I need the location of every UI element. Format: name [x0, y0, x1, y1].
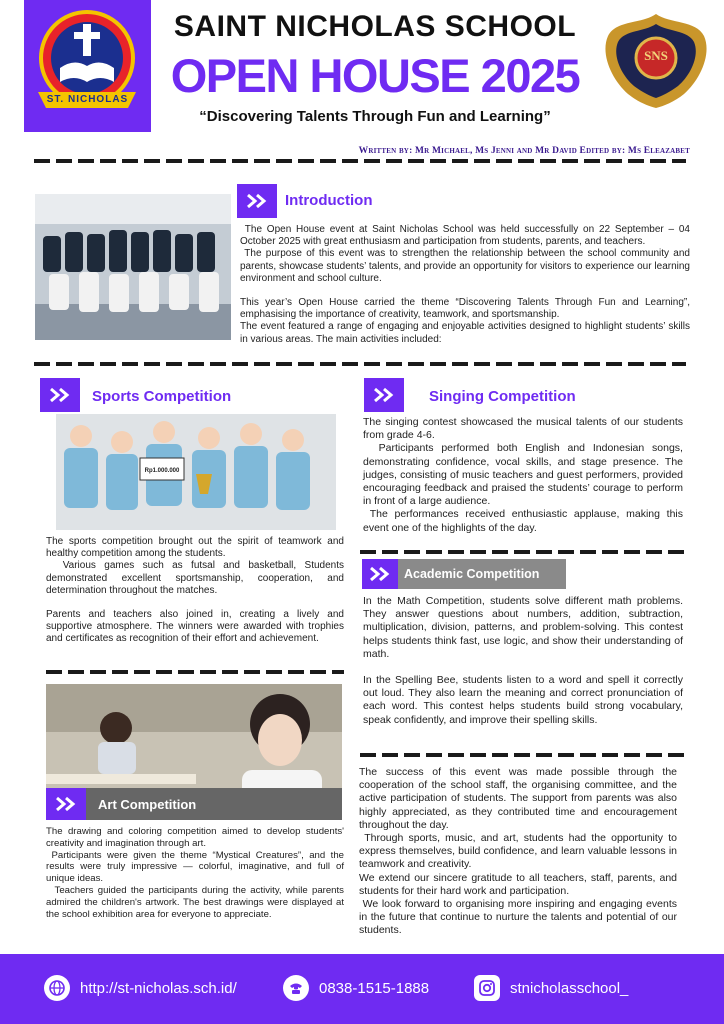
sports-paragraph: Parents and teachers also joined in, creating a lively and supportive atmosphere. The winners were awarded with trophies and certificates as recognition of their effort and achievement. — [46, 609, 347, 645]
intro-paragraph: The purpose of this event was to strengthen the relationship between the school community and parents, showcase students’ talents, and provide an opportunity for visitors to experience our learning environment and school culture. — [240, 248, 693, 284]
academic-body — [363, 595, 686, 727]
intro-spacer — [240, 285, 690, 297]
art-paragraph: The drawing and coloring competition aimed to develop students' creativity and imagination through art. — [46, 826, 347, 849]
singing-paragraph: The performances received enthusiastic applause, making this event one of the highlights of the day. — [363, 508, 686, 534]
art-body — [46, 826, 347, 920]
singing-paragraph: The singing contest showcased the musical talents of our students from grade 4-6. — [363, 416, 686, 442]
event-title: OPEN HOUSE 2025 — [170, 49, 580, 102]
closing-body — [359, 766, 680, 938]
art-heading: Art Competition — [98, 797, 197, 812]
art-paragraph: Participants were given the theme “Mystical Creatures”, and the results were truly impressive — colorful, imaginative, and full of unique ideas. — [46, 849, 347, 885]
singing-body — [363, 416, 686, 535]
footer-instagram[interactable] — [474, 975, 628, 1001]
art-paragraph: Teachers guided the participants during the activity, while parents admired the children's artwork. The best drawings were displayed at the school exhibition area for everyone to appreciate. — [46, 884, 347, 920]
footer-website[interactable] — [44, 975, 237, 1001]
academic-paragraph: In the Math Competition, students solve different math problems. They answer questions about numbers, addition, subtraction, multiplication, division, patterns, and problem-solving. This contest helps students think fast, use logic, and show their understanding of math. — [363, 595, 686, 660]
globe-icon — [44, 975, 70, 1001]
singing-heading: Singing Competition — [429, 388, 576, 405]
instagram-icon — [474, 975, 500, 1001]
prize-banner-text: Rp1.000.000 — [144, 468, 180, 474]
academic-heading: Academic Competition — [404, 567, 540, 581]
byline: Written by: Mr Michael, Ms Jenni and Mr David Edited by: Ms Eleazabet — [358, 146, 690, 156]
instagram-handle[interactable]: stnicholasschool_ — [510, 979, 629, 997]
intro-section-marker — [237, 184, 277, 218]
logo-ribbon-text: ST. NICHOLAS — [46, 94, 129, 105]
sports-section-marker — [40, 378, 80, 412]
footer-phone[interactable] — [283, 975, 429, 1001]
sports-heading: Sports Competition — [92, 388, 232, 405]
academic-section-marker — [362, 559, 398, 589]
chevron-double-right-icon — [55, 796, 77, 812]
divider — [360, 550, 684, 554]
intro-paragraph: The Open House event at Saint Nicholas School was held successfully on 22 September – 04 October 2025 with great enthusiasm and participation from students, parents, and teachers. — [240, 224, 693, 248]
school-crest — [600, 10, 712, 110]
school-logo — [24, 0, 151, 132]
closing-paragraph: Through sports, music, and art, students had the opportunity to express themselves, build confidence, and learn valuable lessons in teamwork and creativity. — [359, 832, 680, 871]
school-logo-emblem — [24, 0, 151, 132]
footer — [0, 954, 724, 1024]
chevron-double-right-icon — [373, 387, 395, 403]
chevron-double-right-icon — [369, 566, 391, 582]
closing-paragraph: We extend our sincere gratitude to all teachers, staff, parents, and students for their hard work and participation. — [359, 871, 680, 897]
phone-number[interactable]: 0838-1515-1888 — [319, 979, 430, 997]
event-tagline: “Discovering Talents Through Fun and Learning” — [199, 108, 551, 125]
intro-paragraph: This year’s Open House carried the theme “Discovering Talents Through Fun and Learning”, emphasising the importance of creativity, teamwork, and sportsmanship. — [240, 297, 693, 321]
sports-paragraph: Various games such as futsal and basketball, Students demonstrated excellent sportsmanship, cooperation, and determination throughout the matches. — [46, 560, 347, 596]
divider — [34, 362, 686, 366]
school-name: SAINT NICHOLAS SCHOOL — [173, 10, 577, 43]
divider — [34, 159, 686, 163]
sports-winners-photo — [56, 414, 336, 530]
chevron-double-right-icon — [49, 387, 71, 403]
phone-icon — [283, 975, 309, 1001]
divider — [46, 670, 344, 674]
singing-section-marker — [364, 378, 404, 412]
intro-body — [240, 224, 693, 346]
intro-paragraph: The event featured a range of engaging and enjoyable activities designed to highlight students’ skills in various areas. The main activities included: — [240, 321, 693, 345]
closing-paragraph: The success of this event was made possible through the cooperation of the school staff, the organising committee, and the active participation of students. The support from parents was also highly appreciated, as they contributed time and encouragement throughout the day. — [359, 766, 680, 831]
intro-team-photo — [35, 194, 231, 340]
closing-paragraph: We look forward to organising more inspiring and engaging events in the future that continue to nurture the talents and potential of our students. — [359, 898, 680, 937]
intro-heading: Introduction — [285, 192, 373, 209]
divider — [360, 753, 684, 757]
sports-body — [46, 536, 347, 646]
website-link[interactable]: http://st-nicholas.sch.id/ — [80, 979, 237, 997]
crest-initials: SNS — [644, 48, 668, 63]
sports-paragraph: The sports competition brought out the spirit of teamwork and healthy competition among the students. — [46, 536, 347, 560]
academic-paragraph: In the Spelling Bee, students listen to a word and spell it correctly out loud. They also learn the meaning and correct pronunciation of each word. This contest helps students build strong vocabulary, speak confidently, and improve their spelling skills. — [363, 674, 686, 726]
sports-spacer — [46, 597, 344, 609]
singing-paragraph: Participants performed both English and Indonesian songs, demonstrating confidence, vocal skills, and stage presence. The judges, consisting of music teachers and guest performers, provided encouraging feedback and praised the students’ courage to perform in front of a large audience. — [363, 442, 686, 508]
art-section-marker — [46, 788, 86, 820]
academic-spacer — [363, 661, 683, 674]
chevron-double-right-icon — [246, 193, 268, 209]
